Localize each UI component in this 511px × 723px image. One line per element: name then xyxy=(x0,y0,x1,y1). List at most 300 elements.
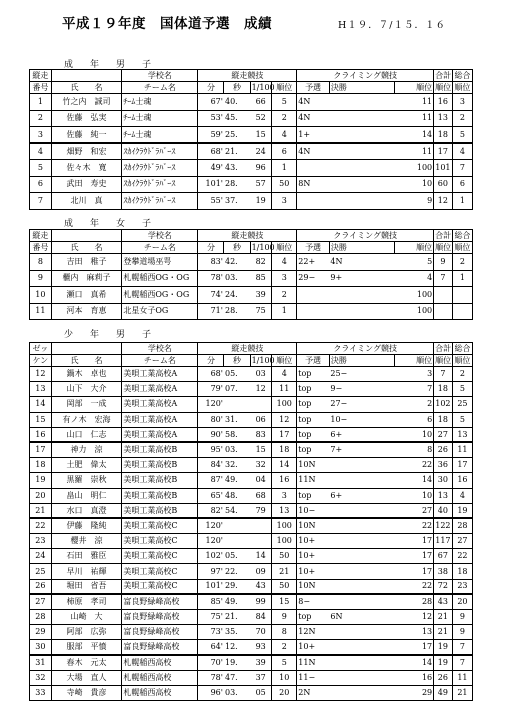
cell-name: 鍋木 卓也 xyxy=(51,367,122,382)
cell-total: 18 xyxy=(434,412,452,427)
cell-hundredths: 79 xyxy=(250,503,272,518)
cell-overall: 21 xyxy=(452,685,473,700)
table-row xyxy=(30,287,494,304)
cell-minutes: 87' xyxy=(198,473,224,488)
cell-hundredths: 43 xyxy=(250,579,272,594)
cell-qualifier: 12N xyxy=(297,625,330,640)
cell-minutes: 68' xyxy=(198,143,224,160)
cell-team: 美唄工業高校B xyxy=(122,473,198,488)
cell-name: 土肥 偉太 xyxy=(51,458,122,473)
cell-minutes: 71' xyxy=(198,303,224,320)
cell-overall: 5 xyxy=(452,382,473,397)
cell-team: ｽｶｲｸﾗｳﾄﾞﾗﾊﾞｰｽ xyxy=(122,143,198,160)
header-school: 学校名 xyxy=(122,343,198,355)
cell-number: 13 xyxy=(30,382,52,397)
cell-number: 25 xyxy=(30,564,52,579)
cell-climb-rank: 2 xyxy=(395,397,434,412)
cell-number: 19 xyxy=(30,473,52,488)
cell-seconds: 05. xyxy=(224,367,250,382)
cell-name: 河本 育恵 xyxy=(51,303,122,320)
cell-lead-rank: 8 xyxy=(272,625,297,640)
cell-hundredths: 12 xyxy=(250,382,272,397)
cell-minutes: 55' xyxy=(198,193,224,210)
header-team: チーム名 xyxy=(122,242,198,254)
cell-hundredths: 52 xyxy=(250,110,272,127)
cell-final xyxy=(329,503,394,518)
header-min: 分 xyxy=(198,82,224,94)
cell-team: 美唄工業高校A xyxy=(122,367,198,382)
cell-team: 富良野緑峰高校 xyxy=(122,640,198,655)
cell-name: 櫻井 涼 xyxy=(51,534,122,549)
cell-minutes: 97' xyxy=(198,564,224,579)
cell-team: 登攀道場巫咢 xyxy=(122,254,198,271)
cell-minutes: 78' xyxy=(198,670,224,685)
header-total-bottom: 順位 xyxy=(435,355,452,365)
header-sec: 秒 xyxy=(224,242,250,254)
table-row xyxy=(30,503,494,518)
youth-men-table xyxy=(29,342,494,701)
cell-final: 4N xyxy=(329,254,394,271)
cell-lead-rank: 4 xyxy=(272,254,297,271)
section-title-youth-men: 少 年 男 子 xyxy=(64,330,156,340)
cell-team: 美唄工業高校C xyxy=(122,518,198,533)
cell-team: 美唄工業高校A xyxy=(122,382,198,397)
cell-overall: 11 xyxy=(452,442,473,457)
cell-overall: 25 xyxy=(452,397,473,412)
cell-minutes: 59' xyxy=(198,127,224,144)
cell-lead-rank: 6 xyxy=(272,143,297,160)
cell-qualifier: 10− xyxy=(297,503,330,518)
cell-lead-rank: 16 xyxy=(272,473,297,488)
cell-seconds: 22. xyxy=(224,564,250,579)
cell-number: 24 xyxy=(30,549,52,564)
table-row xyxy=(30,655,494,670)
cell-minutes: 70' xyxy=(198,655,224,670)
cell-hundredths: 32 xyxy=(250,458,272,473)
header-min: 分 xyxy=(198,242,224,254)
cell-hundredths: 15 xyxy=(250,127,272,144)
header-final: 決勝 xyxy=(329,355,394,367)
cell-seconds: 21. xyxy=(224,143,250,160)
header-climb-event: クライミング競技 xyxy=(297,343,434,355)
cell-overall: 2 xyxy=(452,254,473,271)
cell-lead-rank: 50 xyxy=(272,579,297,594)
table-row xyxy=(30,367,494,382)
cell-seconds: 54. xyxy=(224,503,250,518)
cell-number: 20 xyxy=(30,488,52,503)
header-final: 決勝 xyxy=(329,242,394,254)
header-name: 氏 名 xyxy=(51,82,122,94)
cell-overall: 11 xyxy=(452,670,473,685)
header-overall-bottom: 順位 xyxy=(452,355,473,367)
cell-minutes: 79' xyxy=(198,382,224,397)
cell-minutes: 85' xyxy=(198,594,224,609)
cell-name: 伊藤 隆純 xyxy=(51,518,122,533)
cell-hundredths: 84 xyxy=(250,610,272,625)
cell-hundredths: 37 xyxy=(250,670,272,685)
cell-seconds xyxy=(224,397,250,412)
table-row xyxy=(30,176,494,193)
cell-final xyxy=(329,94,394,111)
cell-climb-rank: 10 xyxy=(395,176,434,193)
section-title-adult-men: 成 年 男 子 xyxy=(64,60,156,70)
cell-overall: 23 xyxy=(452,579,473,594)
cell-overall xyxy=(452,303,473,320)
cell-climb-rank: 22 xyxy=(395,458,434,473)
table-row xyxy=(30,303,494,320)
cell-minutes: 101' xyxy=(198,176,224,193)
cell-minutes: 74' xyxy=(198,287,224,304)
cell-climb-rank: 4 xyxy=(395,270,434,287)
cell-climb-rank: 10 xyxy=(395,427,434,442)
cell-hundredths: 83 xyxy=(250,427,272,442)
cell-minutes: 120' xyxy=(198,534,224,549)
cell-climb-rank: 16 xyxy=(395,670,434,685)
header-hundredths: 1/100 xyxy=(251,355,275,365)
header-climb-rank: 順位 xyxy=(395,82,434,94)
cell-total: 60 xyxy=(434,176,452,193)
cell-final xyxy=(329,549,394,564)
cell-final xyxy=(329,594,394,609)
cell-qualifier: 1+ xyxy=(297,127,330,144)
cell-climb-rank: 7 xyxy=(395,382,434,397)
cell-final xyxy=(329,670,394,685)
header-final: 決勝 xyxy=(329,82,394,94)
cell-hundredths: 57 xyxy=(250,176,272,193)
cell-total: 67 xyxy=(434,549,452,564)
cell-lead-rank: 17 xyxy=(272,427,297,442)
cell-lead-rank: 13 xyxy=(272,503,297,518)
cell-number: 10 xyxy=(30,287,52,304)
cell-number: 32 xyxy=(30,670,52,685)
section-title-adult-women: 成 年 女 子 xyxy=(64,219,156,229)
cell-qualifier: 8− xyxy=(297,594,330,609)
header-team: チーム名 xyxy=(122,82,198,94)
cell-final xyxy=(329,640,394,655)
cell-qualifier: 11− xyxy=(297,670,330,685)
cell-total: 43 xyxy=(434,594,452,609)
cell-qualifier: 10+ xyxy=(297,534,330,549)
cell-total: 16 xyxy=(434,94,452,111)
cell-overall: 1 xyxy=(452,270,473,287)
table-row xyxy=(30,625,494,640)
cell-lead-rank: 3 xyxy=(272,193,297,210)
cell-final xyxy=(329,579,394,594)
cell-team: ﾁｰﾑ士魂 xyxy=(122,110,198,127)
cell-lead-rank: 3 xyxy=(272,270,297,287)
cell-lead-rank: 3 xyxy=(272,488,297,503)
cell-minutes: 53' xyxy=(198,110,224,127)
cell-lead-rank: 5 xyxy=(272,655,297,670)
cell-name: 岡部 一成 xyxy=(51,397,122,412)
cell-total: 49 xyxy=(434,685,452,700)
cell-climb-rank: 9 xyxy=(395,193,434,210)
cell-minutes: 90' xyxy=(198,427,224,442)
cell-climb-rank: 10 xyxy=(395,488,434,503)
cell-name: 山口 仁志 xyxy=(51,427,122,442)
cell-minutes: 83' xyxy=(198,254,224,271)
cell-number: 7 xyxy=(30,193,52,210)
cell-qualifier: 10N xyxy=(297,458,330,473)
cell-minutes: 95' xyxy=(198,442,224,457)
table-row xyxy=(30,193,494,210)
table-row xyxy=(30,270,494,287)
cell-qualifier: top xyxy=(297,488,330,503)
cell-total xyxy=(434,303,452,320)
cell-climb-rank: 14 xyxy=(395,655,434,670)
cell-climb-rank: 29 xyxy=(395,685,434,700)
header-sec: 秒 xyxy=(224,355,250,367)
cell-total: 19 xyxy=(434,640,452,655)
header-lead-rank: 順位 xyxy=(272,82,297,94)
cell-climb-rank: 14 xyxy=(395,127,434,144)
cell-lead-rank: 21 xyxy=(272,564,297,579)
table-row xyxy=(30,254,494,271)
cell-number: 30 xyxy=(30,640,52,655)
cell-name: 柿原 孝司 xyxy=(51,594,122,609)
cell-climb-rank: 8 xyxy=(395,442,434,457)
cell-climb-rank: 17 xyxy=(395,549,434,564)
cell-overall: 18 xyxy=(452,564,473,579)
cell-final: 9− xyxy=(329,382,394,397)
table-row xyxy=(30,397,494,412)
cell-qualifier: 10N xyxy=(297,518,330,533)
cell-lead-rank: 50 xyxy=(272,549,297,564)
header-team: チーム名 xyxy=(122,355,198,367)
cell-qualifier: 22+ xyxy=(297,254,330,271)
table-row xyxy=(30,110,494,127)
cell-hundredths: 14 xyxy=(250,549,272,564)
header-name: 氏 名 xyxy=(51,242,122,254)
cell-final xyxy=(329,685,394,700)
cell-overall: 28 xyxy=(452,518,473,533)
cell-climb-rank: 6 xyxy=(395,412,434,427)
cell-number: 18 xyxy=(30,458,52,473)
cell-name: 山下 大介 xyxy=(51,382,122,397)
cell-minutes: 80' xyxy=(198,412,224,427)
cell-name: 有ノ木 宏海 xyxy=(51,412,122,427)
header-lead-event: 縦走競技 xyxy=(198,70,297,82)
cell-minutes: 102' xyxy=(198,549,224,564)
cell-qualifier xyxy=(297,193,330,210)
cell-lead-rank: 12 xyxy=(272,412,297,427)
header-overall-bottom: 順位 xyxy=(452,242,473,254)
cell-team: 美唄工業高校B xyxy=(122,458,198,473)
cell-final: 6+ xyxy=(329,488,394,503)
header-lead-event: 縦走競技 xyxy=(198,230,297,242)
table-row xyxy=(30,382,494,397)
cell-climb-rank: 11 xyxy=(395,143,434,160)
cell-overall: 3 xyxy=(452,94,473,111)
cell-total: 38 xyxy=(434,564,452,579)
cell-lead-rank: 20 xyxy=(272,685,297,700)
cell-number: 16 xyxy=(30,427,52,442)
header-blank xyxy=(51,230,122,242)
cell-number: 1 xyxy=(30,94,52,111)
cell-hundredths: 68 xyxy=(250,488,272,503)
cell-number: 3 xyxy=(30,127,52,144)
cell-team: ｽｶｲｸﾗｳﾄﾞﾗﾊﾞｰｽ xyxy=(122,176,198,193)
cell-lead-rank: 2 xyxy=(272,110,297,127)
cell-lead-rank: 1 xyxy=(272,160,297,177)
cell-hundredths xyxy=(250,518,272,533)
cell-team: 美唄工業高校A xyxy=(122,397,198,412)
table-row xyxy=(30,427,494,442)
cell-lead-rank: 10 xyxy=(272,670,297,685)
cell-seconds xyxy=(224,518,250,533)
cell-number: 9 xyxy=(30,270,52,287)
header-total-top: 合計 xyxy=(435,230,452,240)
cell-minutes: 82' xyxy=(198,503,224,518)
cell-hundredths: 09 xyxy=(250,564,272,579)
cell-climb-rank: 13 xyxy=(395,625,434,640)
table-row xyxy=(30,579,494,594)
header-total-bottom: 順位 xyxy=(435,242,452,252)
cell-name: 山崎 大 xyxy=(51,610,122,625)
header-total-bottom: 順位 xyxy=(435,82,452,92)
cell-seconds: 45. xyxy=(224,110,250,127)
cell-total: 12 xyxy=(434,193,452,210)
cell-total: 19 xyxy=(434,655,452,670)
cell-overall: 16 xyxy=(452,473,473,488)
cell-overall: 20 xyxy=(452,594,473,609)
cell-climb-rank: 5 xyxy=(395,254,434,271)
table-row xyxy=(30,640,494,655)
cell-climb-rank: 28 xyxy=(395,594,434,609)
header-hundredths: 1/100 xyxy=(251,242,275,252)
cell-seconds: 47. xyxy=(224,670,250,685)
cell-name: 櫃内 麻莉子 xyxy=(51,270,122,287)
cell-minutes: 65' xyxy=(198,488,224,503)
header-total-top: 合計 xyxy=(435,70,452,80)
cell-minutes: 68' xyxy=(198,367,224,382)
cell-number: 6 xyxy=(30,176,52,193)
cell-lead-rank: 14 xyxy=(272,458,297,473)
cell-name: 畠山 明仁 xyxy=(51,488,122,503)
cell-hundredths: 93 xyxy=(250,640,272,655)
cell-number: 12 xyxy=(30,367,52,382)
cell-hundredths: 06 xyxy=(250,412,272,427)
header-no-top: ゼッ xyxy=(30,343,52,355)
cell-number: 8 xyxy=(30,254,52,271)
cell-team: ﾁｰﾑ士魂 xyxy=(122,94,198,111)
cell-total: 7 xyxy=(434,367,452,382)
cell-total: 26 xyxy=(434,670,452,685)
cell-lead-rank: 100 xyxy=(272,518,297,533)
cell-qualifier: 4N xyxy=(297,94,330,111)
cell-team: 美唄工業高校C xyxy=(122,579,198,594)
cell-climb-rank: 11 xyxy=(395,94,434,111)
cell-seconds: 12. xyxy=(224,640,250,655)
cell-qualifier: 11N xyxy=(297,473,330,488)
cell-total: 13 xyxy=(434,110,452,127)
cell-final xyxy=(329,110,394,127)
cell-qualifier: 4N xyxy=(297,110,330,127)
cell-total: 27 xyxy=(434,427,452,442)
cell-overall: 9 xyxy=(452,625,473,640)
cell-hundredths xyxy=(250,534,272,549)
cell-lead-rank: 9 xyxy=(272,610,297,625)
cell-final: 27− xyxy=(329,397,394,412)
cell-qualifier: 10+ xyxy=(297,640,330,655)
header-climb-rank: 順位 xyxy=(395,355,434,367)
header-overall-top: 総合 xyxy=(452,343,473,355)
cell-team: 富良野緑峰高校 xyxy=(122,594,198,609)
cell-team: 美唄工業高校B xyxy=(122,503,198,518)
table-row xyxy=(30,458,494,473)
adult-men-table xyxy=(29,69,494,210)
cell-overall: 7 xyxy=(452,160,473,177)
cell-number: 4 xyxy=(30,143,52,160)
cell-seconds: 03. xyxy=(224,442,250,457)
cell-number: 21 xyxy=(30,503,52,518)
cell-hundredths: 96 xyxy=(250,160,272,177)
cell-seconds: 29. xyxy=(224,579,250,594)
cell-number: 17 xyxy=(30,442,52,457)
cell-overall: 17 xyxy=(452,458,473,473)
cell-lead-rank: 5 xyxy=(272,94,297,111)
cell-team: 美唄工業高校B xyxy=(122,442,198,457)
cell-hundredths: 39 xyxy=(250,287,272,304)
cell-seconds: 25. xyxy=(224,127,250,144)
cell-team: 札幌稲西高校 xyxy=(122,685,198,700)
header-no-bottom: 番号 xyxy=(30,242,52,254)
cell-name: 武田 寿史 xyxy=(51,176,122,193)
cell-final xyxy=(329,127,394,144)
cell-climb-rank: 100 xyxy=(395,303,434,320)
cell-final xyxy=(329,564,394,579)
cell-name: 吉田 稚子 xyxy=(51,254,122,271)
cell-lead-rank: 2 xyxy=(272,640,297,655)
cell-number: 26 xyxy=(30,579,52,594)
cell-minutes: 84' xyxy=(198,458,224,473)
cell-name: 大場 直人 xyxy=(51,670,122,685)
cell-name: 水口 真澄 xyxy=(51,503,122,518)
cell-team: 札幌稲西OG・OG xyxy=(122,270,198,287)
cell-total: 7 xyxy=(434,270,452,287)
cell-seconds: 07. xyxy=(224,382,250,397)
cell-seconds: 32. xyxy=(224,458,250,473)
cell-climb-rank: 11 xyxy=(395,110,434,127)
table-row xyxy=(30,534,494,549)
cell-final xyxy=(329,655,394,670)
cell-number: 27 xyxy=(30,594,52,609)
cell-minutes: 49' xyxy=(198,160,224,177)
header-sec: 秒 xyxy=(224,82,250,94)
cell-name: 阿部 広弥 xyxy=(51,625,122,640)
cell-final xyxy=(329,193,394,210)
header-school: 学校名 xyxy=(122,70,198,82)
cell-seconds: 21. xyxy=(224,610,250,625)
cell-qualifier: 10+ xyxy=(297,564,330,579)
cell-qualifier: 10N xyxy=(297,579,330,594)
cell-name: 北川 真 xyxy=(51,193,122,210)
cell-minutes: 67' xyxy=(198,94,224,111)
cell-seconds: 40. xyxy=(224,94,250,111)
header-no-bottom: 番号 xyxy=(30,82,52,94)
cell-number: 14 xyxy=(30,397,52,412)
cell-lead-rank: 11 xyxy=(272,382,297,397)
cell-name: 神力 涼 xyxy=(51,442,122,457)
cell-lead-rank: 100 xyxy=(272,534,297,549)
cell-hundredths: 70 xyxy=(250,625,272,640)
cell-lead-rank: 4 xyxy=(272,367,297,382)
cell-name: 堀田 省吾 xyxy=(51,579,122,594)
header-hundredths: 1/100 xyxy=(251,82,275,92)
table-row xyxy=(30,670,494,685)
cell-total: 102 xyxy=(434,397,452,412)
cell-final xyxy=(329,160,394,177)
